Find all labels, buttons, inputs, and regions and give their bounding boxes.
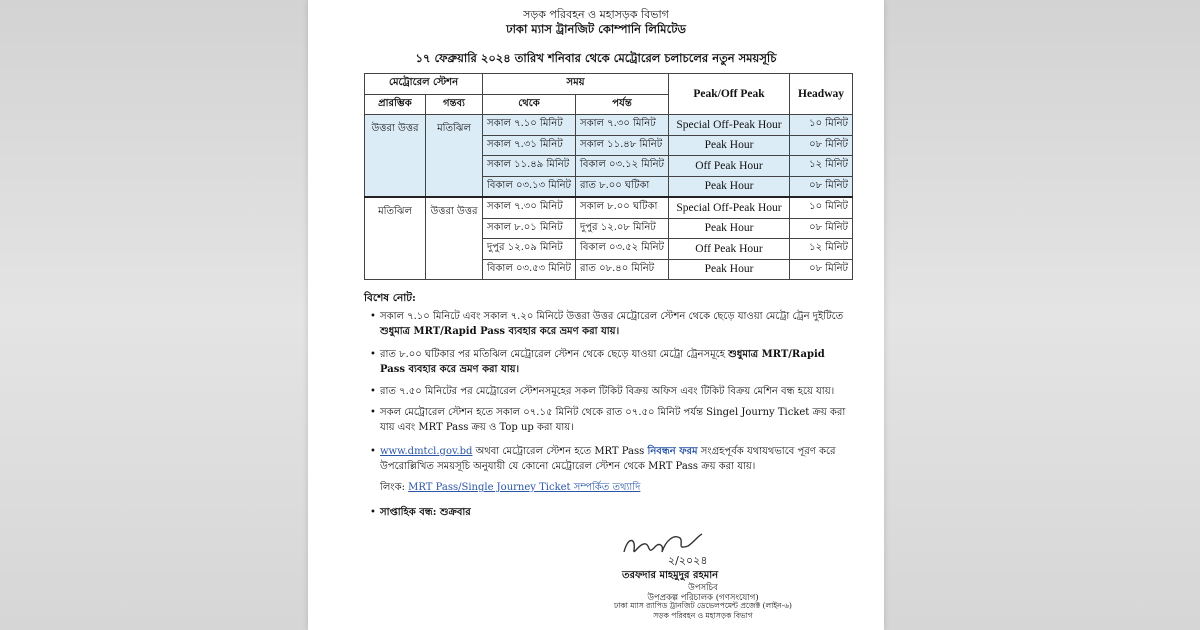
note-item — [370, 405, 850, 435]
signatory-name: তরফদার মাহমুদুর রহমান — [622, 570, 719, 581]
bullet-icon: • — [370, 311, 376, 322]
peak-cell: Off Peak Hour — [669, 156, 790, 177]
col-to-header: পর্যন্ত — [576, 94, 669, 115]
header-ministry: সড়ক পরিবহন ও মহাসড়ক বিভাগ — [523, 8, 669, 21]
notes-title: বিশেষ নোট: — [364, 292, 416, 304]
col-headway-header: Headway — [790, 74, 853, 115]
col-dest-header: গন্তব্য — [426, 94, 483, 115]
note-text: শুধুমাত্র MRT/Rapid — [728, 349, 825, 360]
note-item — [370, 309, 850, 339]
signatory-role: উপসচিব — [688, 583, 718, 593]
note-text: সকাল ৭.১০ মিনিটে এবং সকাল ৭.২০ মিনিটে উত্তরা উত্তর মেট্রোরেল স্টেশন থেকে ছেড়ে যাওয়া মেট্রো ট্রেন দুইটিতে — [380, 311, 844, 322]
to-cell: দুপুর ১২.০৮ মিনিট — [576, 218, 669, 239]
header-company: ঢাকা ম্যাস ট্রানজিট কোম্পানি লিমিটেড — [506, 22, 686, 36]
note-text: যায় এবং MRT Pass ক্রয় ও Top up করা যায়। — [380, 422, 574, 433]
bullet-icon: • — [370, 407, 376, 418]
signatory-role: সড়ক পরিবহন ও মহাসড়ক বিভাগ — [653, 611, 753, 620]
dest-cell: উত্তরা উত্তর — [426, 197, 483, 280]
note-text: অথবা মেট্রোরেল স্টেশন হতে MRT Pass — [475, 446, 645, 457]
note-text: শুধুমাত্র MRT/Rapid Pass ব্যবহার করে ভ্রমণ করা যায়। — [380, 326, 620, 337]
note-text: রাত ৮.০০ ঘটিকার পর মতিঝিল মেট্রোরেল স্টেশন থেকে ছেড়ে যাওয়া মেট্রো ট্রেনসমূহে — [380, 349, 725, 360]
website-link[interactable]: www.dmtcl.gov.bd — [380, 446, 473, 457]
note-text: Pass ব্যবহার করে ভ্রমণ করা যায়। — [380, 364, 520, 375]
note-item — [370, 505, 850, 520]
from-cell: সকাল ৮.০১ মিনিট — [483, 218, 576, 239]
note-item — [370, 444, 850, 495]
to-cell: রাত ০৮.৪০ মিনিট — [576, 259, 669, 280]
to-cell: বিকাল ০৩.৫২ মিনিট — [576, 239, 669, 260]
headway-cell: ১০ মিনিট — [790, 115, 853, 136]
peak-cell: Off Peak Hour — [669, 239, 790, 260]
note-item — [370, 347, 850, 377]
peak-cell: Special Off-Peak Hour — [669, 115, 790, 136]
col-origin-header: প্রারম্ভিক — [365, 94, 426, 115]
peak-cell: Peak Hour — [669, 259, 790, 280]
origin-cell: উত্তরা উত্তর — [365, 115, 426, 198]
headway-cell: ০৮ মিনিট — [790, 135, 853, 156]
col-time-header: সময় — [483, 74, 669, 95]
headway-cell: ০৮ মিনিট — [790, 176, 853, 197]
background-right — [884, 0, 1200, 630]
from-cell: বিকাল ০৩.১৩ মিনিট — [483, 176, 576, 197]
from-cell: দুপুর ১২.০৯ মিনিট — [483, 239, 576, 260]
background-left — [0, 0, 308, 630]
headway-cell: ১২ মিনিট — [790, 239, 853, 260]
page-title: ১৭ ফেব্রুয়ারি ২০২৪ তারিখ শনিবার থেকে মেট্রোরেল চলাচলের নতুন সময়সূচি — [415, 51, 777, 65]
document-sheet — [308, 0, 884, 630]
note-text: রাত ৭.৫০ মিনিটের পর মেট্রোরেল স্টেশনসমূহের সকল টিকিট বিক্রয় অফিস এবং টিকিট বিক্রয় মেশিন বন্ধ হয়ে যায়। — [380, 386, 835, 397]
registration-form-link[interactable]: নিবন্ধন ফরম — [647, 446, 698, 457]
origin-cell: মতিঝিল — [365, 197, 426, 280]
from-cell: সকাল ১১.৪৯ মিনিট — [483, 156, 576, 177]
to-cell: বিকাল ০৩.১২ মিনিট — [576, 156, 669, 177]
headway-cell: ০৮ মিনিট — [790, 218, 853, 239]
bullet-icon: • — [370, 386, 376, 397]
from-cell: সকাল ৭.৩১ মিনিট — [483, 135, 576, 156]
headway-cell: ১০ মিনিট — [790, 197, 853, 218]
link-label: লিংক: — [380, 482, 405, 493]
signatory-role: উপপ্রকল্প পরিচালক (গণসংযোগ) — [647, 593, 759, 603]
note-text: সাপ্তাহিক বন্ধ: শুক্রবার — [380, 507, 471, 518]
signatory-role: ঢাকা ম্যাস র‍্যাপিড ট্রানজিট ডেভেলপমেন্ট প্রজেক্ট (লাইন-৬) — [614, 601, 792, 610]
to-cell: সকাল ৭.৩০ মিনিট — [576, 115, 669, 136]
note-text: সকল মেট্রোরেল স্টেশন হতে সকাল ০৭.১৫ মিনিট থেকে রাত ০৭.৫০ মিনিট পর্যন্ত Singel Journy Ticket ক্রয় করা — [380, 407, 846, 418]
dest-cell: মতিঝিল — [426, 115, 483, 198]
note-text: সংগ্রহপূর্বক যথাযথভাবে পূরণ করে — [700, 446, 836, 457]
peak-cell: Peak Hour — [669, 218, 790, 239]
bullet-icon: • — [370, 349, 376, 360]
bullet-icon: • — [370, 446, 376, 457]
to-cell: সকাল ১১.৪৮ মিনিট — [576, 135, 669, 156]
table-row — [365, 115, 853, 136]
signature-date: ২/২০২৪ — [668, 554, 708, 567]
from-cell: সকাল ৭.১০ মিনিট — [483, 115, 576, 136]
col-from-header: থেকে — [483, 94, 576, 115]
from-cell: বিকাল ০৩.৫৩ মিনিট — [483, 259, 576, 280]
col-station-header: মেট্রোরেল স্টেশন — [365, 74, 483, 95]
to-cell: রাত ৮.০০ ঘটিকা — [576, 176, 669, 197]
to-cell: সকাল ৮.০০ ঘটিকা — [576, 197, 669, 218]
headway-cell: ০৮ মিনিট — [790, 259, 853, 280]
peak-cell: Peak Hour — [669, 135, 790, 156]
bullet-icon: • — [370, 507, 376, 518]
note-item — [370, 384, 850, 399]
col-peak-header: Peak/Off Peak — [669, 74, 790, 115]
mrt-pass-info-link[interactable]: MRT Pass/Single Journey Ticket সম্পর্কিত তথ্যাদি — [408, 482, 641, 493]
schedule-table — [364, 73, 853, 280]
from-cell: সকাল ৭.৩০ মিনিট — [483, 197, 576, 218]
table-row — [365, 197, 853, 218]
headway-cell: ১২ মিনিট — [790, 156, 853, 177]
peak-cell: Peak Hour — [669, 176, 790, 197]
peak-cell: Special Off-Peak Hour — [669, 197, 790, 218]
note-text: উপরোল্লিখিত সময়সূচি অনুযায়ী যে কোনো মেট্রোরেল স্টেশন থেকে MRT Pass ক্রয় করা যায়। — [380, 461, 756, 472]
